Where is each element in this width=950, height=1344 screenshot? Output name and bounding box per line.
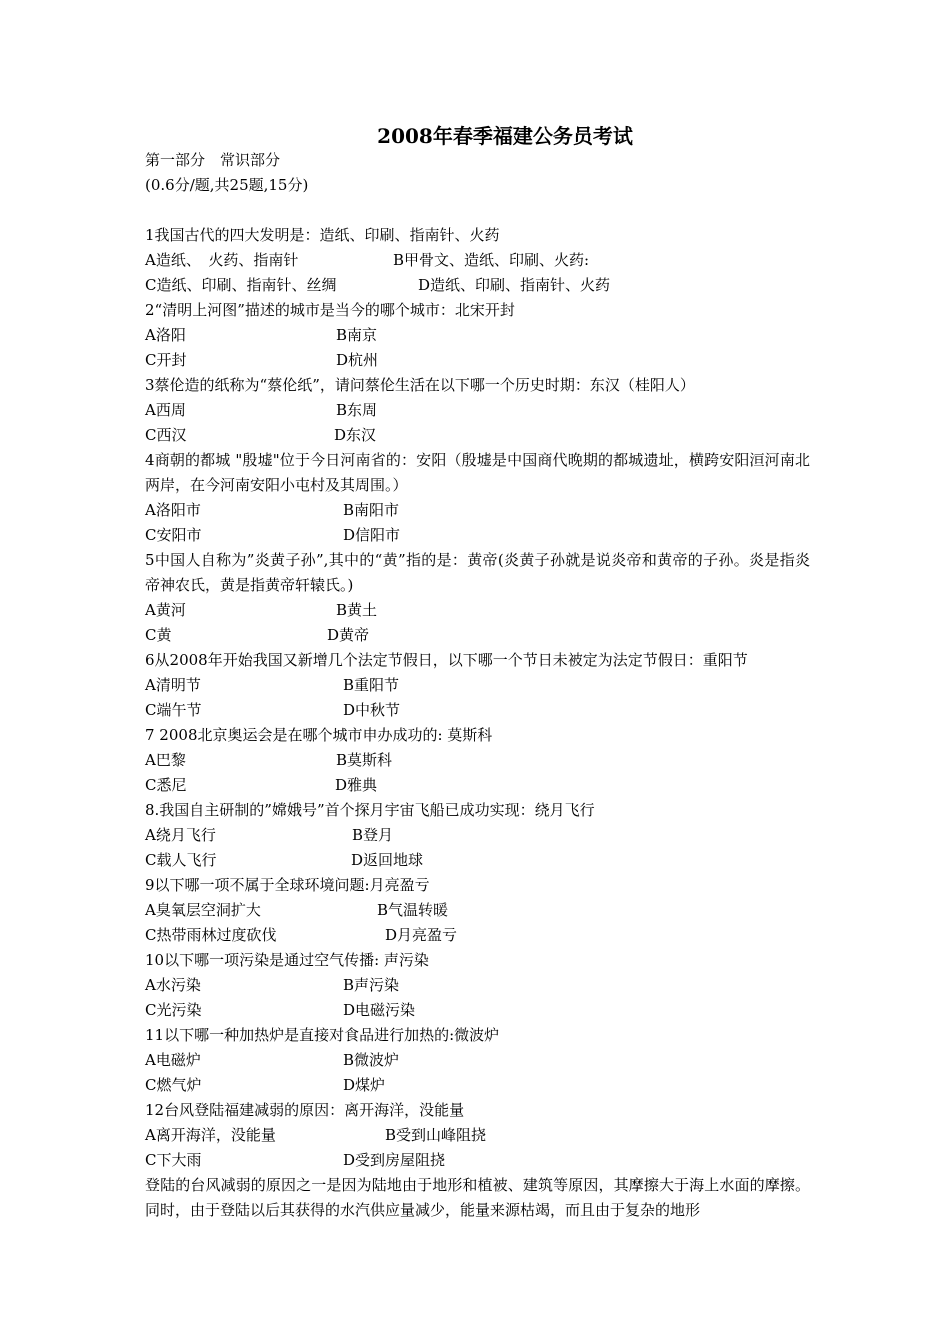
option-d: D煤炉 [343,1076,386,1094]
document-title: 2008年春季福建公务员考试 [377,124,633,148]
option-row [145,998,810,1023]
option-b: B受到山峰阻挠 [385,1126,487,1144]
option-d: D受到房屋阻挠 [343,1151,446,1169]
question-text: 9以下哪一项不属于全球环境问题:月亮盈亏 [145,876,430,894]
option-c: C黄 [145,626,172,644]
option-a: A清明节 [145,676,201,694]
option-d: D信阳市 [343,526,401,544]
option-row [145,698,810,723]
option-a: A黄河 [145,601,186,619]
option-c: C燃气炉 [145,1076,202,1094]
option-row [145,1123,810,1148]
option-b: B微波炉 [343,1051,400,1069]
question-text: 7 2008北京奥运会是在哪个城市申办成功的: 莫斯科 [145,726,493,744]
scoring-note: (0.6分/题,共25题,15分) [145,176,309,194]
option-row [145,673,810,698]
option-row [145,773,810,798]
option-c: C造纸、印刷、指南针、丝绸 [145,276,337,294]
option-row [145,598,810,623]
option-a: A水污染 [145,976,201,994]
option-row [145,623,810,648]
option-a: A电磁炉 [145,1051,201,1069]
question-text: 6从2008年开始我国又新增几个法定节假日，以下哪一个节日未被定为法定节假日：重阳节 [145,651,748,669]
option-c: C安阳市 [145,526,202,544]
option-a: A臭氧层空洞扩大 [145,901,261,919]
question-text: 8.我国自主研制的”嫦娥号”首个探月宇宙飞船已成功实现：绕月飞行 [145,801,595,819]
option-b: B甲骨文、造纸、印刷、火药: [393,251,590,269]
option-row [145,748,810,773]
option-row [145,323,810,348]
option-row [145,523,810,548]
option-d: D中秋节 [343,701,401,719]
option-c: C载人飞行 [145,851,217,869]
option-row [145,898,810,923]
option-row [145,848,810,873]
option-row [145,273,810,298]
option-c: C西汉 [145,426,187,444]
question-text: 12台风登陆福建减弱的原因：离开海洋，没能量 [145,1101,465,1119]
option-row [145,398,810,423]
option-b: B东周 [336,401,378,419]
question-text: 5中国人自称为”炎黄子孙”,其中的“黄”指的是：黄帝(炎黄子孙就是说炎帝和黄帝的子孙。炎是指炎帝神农氏，黄是指黄帝轩辕氏。) [145,551,810,594]
option-d: D杭州 [336,351,379,369]
option-c: C悉尼 [145,776,187,794]
option-c: C热带雨林过度砍伐 [145,926,277,944]
option-c: C端午节 [145,701,202,719]
option-row [145,923,810,948]
option-d: D东汉 [334,426,377,444]
option-row [145,1148,810,1173]
option-a: A巴黎 [145,751,186,769]
option-d: D电磁污染 [343,1001,416,1019]
option-a: A洛阳 [145,326,186,344]
option-a: A西周 [145,401,186,419]
option-row [145,498,810,523]
blank-line [145,198,810,223]
option-row [145,1048,810,1073]
option-b: B南阳市 [343,501,400,519]
option-b: B莫斯科 [336,751,393,769]
option-b: B南京 [336,326,378,344]
option-b: B气温转暖 [377,901,449,919]
question-text: 3蔡伦造的纸称为“蔡伦纸”，请问蔡伦生活在以下哪一个历史时期：东汉（桂阳人） [145,376,695,394]
option-d: D造纸、印刷、指南针、火药 [418,276,611,294]
option-row [145,348,810,373]
option-row [145,1073,810,1098]
question-text: 10以下哪一项污染是通过空气传播: 声污染 [145,951,429,969]
option-b: B声污染 [343,976,400,994]
option-row [145,823,810,848]
option-c: C光污染 [145,1001,202,1019]
option-a: A离开海洋，没能量 [145,1126,276,1144]
section-heading: 第一部分 常识部分 [145,151,281,169]
option-a: A造纸、 火药、指南针 [145,251,299,269]
question-text: 4商朝的都城 "殷墟"位于今日河南省的：安阳（殷墟是中国商代晚期的都城遗址，横跨安阳洹河南北两岸，在今河南安阳小屯村及其周围。） [145,451,810,494]
option-row [145,248,810,273]
option-d: D返回地球 [351,851,424,869]
option-row [145,423,810,448]
question-text: 11以下哪一种加热炉是直接对食品进行加热的:微波炉 [145,1026,500,1044]
option-row [145,973,810,998]
question-text: 2“清明上河图”描述的城市是当今的哪个城市：北宋开封 [145,301,515,319]
option-b: B黄土 [336,601,378,619]
question-text: 1我国古代的四大发明是：造纸、印刷、指南针、火药 [145,226,500,244]
option-c: C开封 [145,351,187,369]
document-body [145,148,810,1223]
option-b: B登月 [352,826,394,844]
option-a: A洛阳市 [145,501,201,519]
option-c: C下大雨 [145,1151,202,1169]
option-a: A绕月飞行 [145,826,216,844]
explanation-paragraph: 登陆的台风减弱的原因之一是因为陆地由于地形和植被、建筑等原因，其摩擦大于海上水面的摩擦。同时，由于登陆以后其获得的水汽供应量减少，能量来源枯竭，而且由于复杂的地形 [145,1176,810,1219]
option-b: B重阳节 [343,676,400,694]
option-d: D黄帝 [327,626,370,644]
option-d: D月亮盈亏 [385,926,458,944]
option-d: D雅典 [335,776,378,794]
